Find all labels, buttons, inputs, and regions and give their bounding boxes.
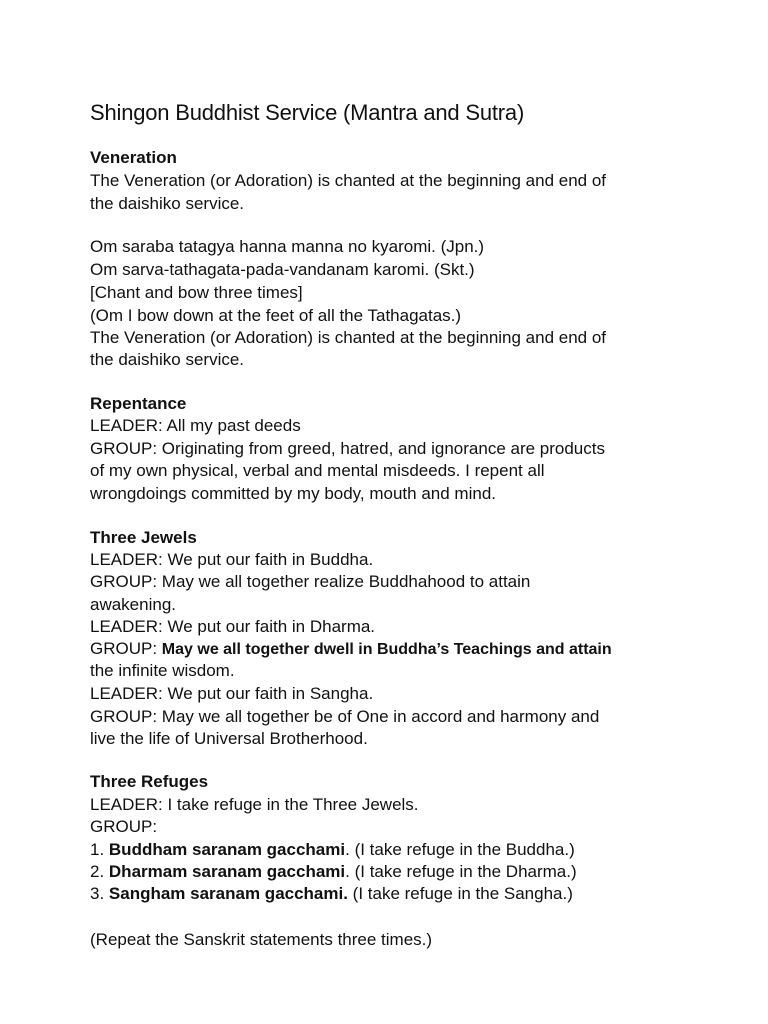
refuge-item-separator: .	[345, 840, 350, 859]
veneration-intro-line-2: the daishiko service.	[90, 194, 245, 213]
veneration-outro-line-2: the daishiko service.	[90, 350, 245, 369]
page-title: Shingon Buddhist Service (Mantra and Sutra)	[90, 100, 525, 125]
refuges-leader: LEADER: I take refuge in the Three Jewels.	[90, 795, 419, 814]
section-heading-three-jewels: Three Jewels	[90, 528, 197, 547]
refuge-item-separator: .	[345, 862, 350, 881]
veneration-chant-jpn: Om saraba tatagya hanna manna no kyaromi. (Jpn.)	[90, 237, 485, 256]
repentance-group-line-1: GROUP: Originating from greed, hatred, and ignorance are products	[90, 439, 605, 458]
refuge-item-3	[90, 883, 573, 905]
repentance-group-line-3: wrongdoings committed by my body, mouth and mind.	[90, 484, 496, 503]
refuge-item-sanskrit: Dharmam saranam gacchami	[108, 862, 346, 881]
veneration-intro-line-1: The Veneration (or Adoration) is chanted at the beginning and end of	[90, 171, 607, 190]
veneration-outro-line-1: The Veneration (or Adoration) is chanted at the beginning and end of	[90, 328, 607, 347]
jewels-group-sangha-line-1: GROUP: May we all together be of One in accord and harmony and	[90, 707, 600, 726]
veneration-chant-skt: Om sarva-tathagata-pada-vandanam karomi. (Skt.)	[90, 260, 475, 279]
jewels-group-dharma-bold-text: May we all together dwell in Buddha’s Teachings and attain	[161, 641, 612, 658]
repentance-leader: LEADER: All my past deeds	[90, 416, 301, 435]
section-heading-veneration: Veneration	[90, 148, 177, 167]
refuge-item-number: 3.	[90, 884, 109, 903]
jewels-group-dharma-line-1	[90, 638, 612, 661]
refuge-item-english: (I take refuge in the Sangha.)	[347, 884, 573, 903]
veneration-instruction: [Chant and bow three times]	[90, 283, 303, 302]
refuge-item-number: 2.	[90, 862, 109, 881]
refuge-item-number: 1.	[90, 840, 109, 859]
refuge-item-sanskrit: Buddham saranam gacchami	[108, 840, 346, 859]
refuges-repeat-note: (Repeat the Sanskrit statements three times.)	[90, 930, 433, 949]
jewels-group-buddha-line-1: GROUP: May we all together realize Buddhahood to attain	[90, 572, 531, 591]
jewels-group-sangha-line-2: live the life of Universal Brotherhood.	[90, 729, 368, 748]
jewels-leader-sangha: LEADER: We put our faith in Sangha.	[90, 684, 374, 703]
section-heading-repentance: Repentance	[90, 394, 187, 413]
jewels-group-dharma-prefix: GROUP:	[90, 639, 162, 658]
jewels-group-dharma-line-2: the infinite wisdom.	[90, 661, 235, 680]
jewels-leader-dharma: LEADER: We put our faith in Dharma.	[90, 617, 376, 636]
refuge-item-english: (I take refuge in the Dharma.)	[349, 862, 577, 881]
section-heading-three-refuges: Three Refuges	[90, 772, 209, 791]
refuges-group-label: GROUP:	[90, 817, 158, 836]
jewels-group-buddha-line-2: awakening.	[90, 595, 177, 614]
refuge-item-2	[90, 861, 577, 883]
refuge-item-1	[90, 839, 575, 861]
refuge-item-sanskrit: Sangham saranam gacchami.	[108, 884, 348, 903]
refuge-item-english: (I take refuge in the Buddha.)	[349, 840, 575, 859]
repentance-group-line-2: of my own physical, verbal and mental misdeeds. I repent all	[90, 461, 545, 480]
veneration-translation: (Om I bow down at the feet of all the Tathagatas.)	[90, 306, 462, 325]
jewels-leader-buddha: LEADER: We put our faith in Buddha.	[90, 550, 374, 569]
